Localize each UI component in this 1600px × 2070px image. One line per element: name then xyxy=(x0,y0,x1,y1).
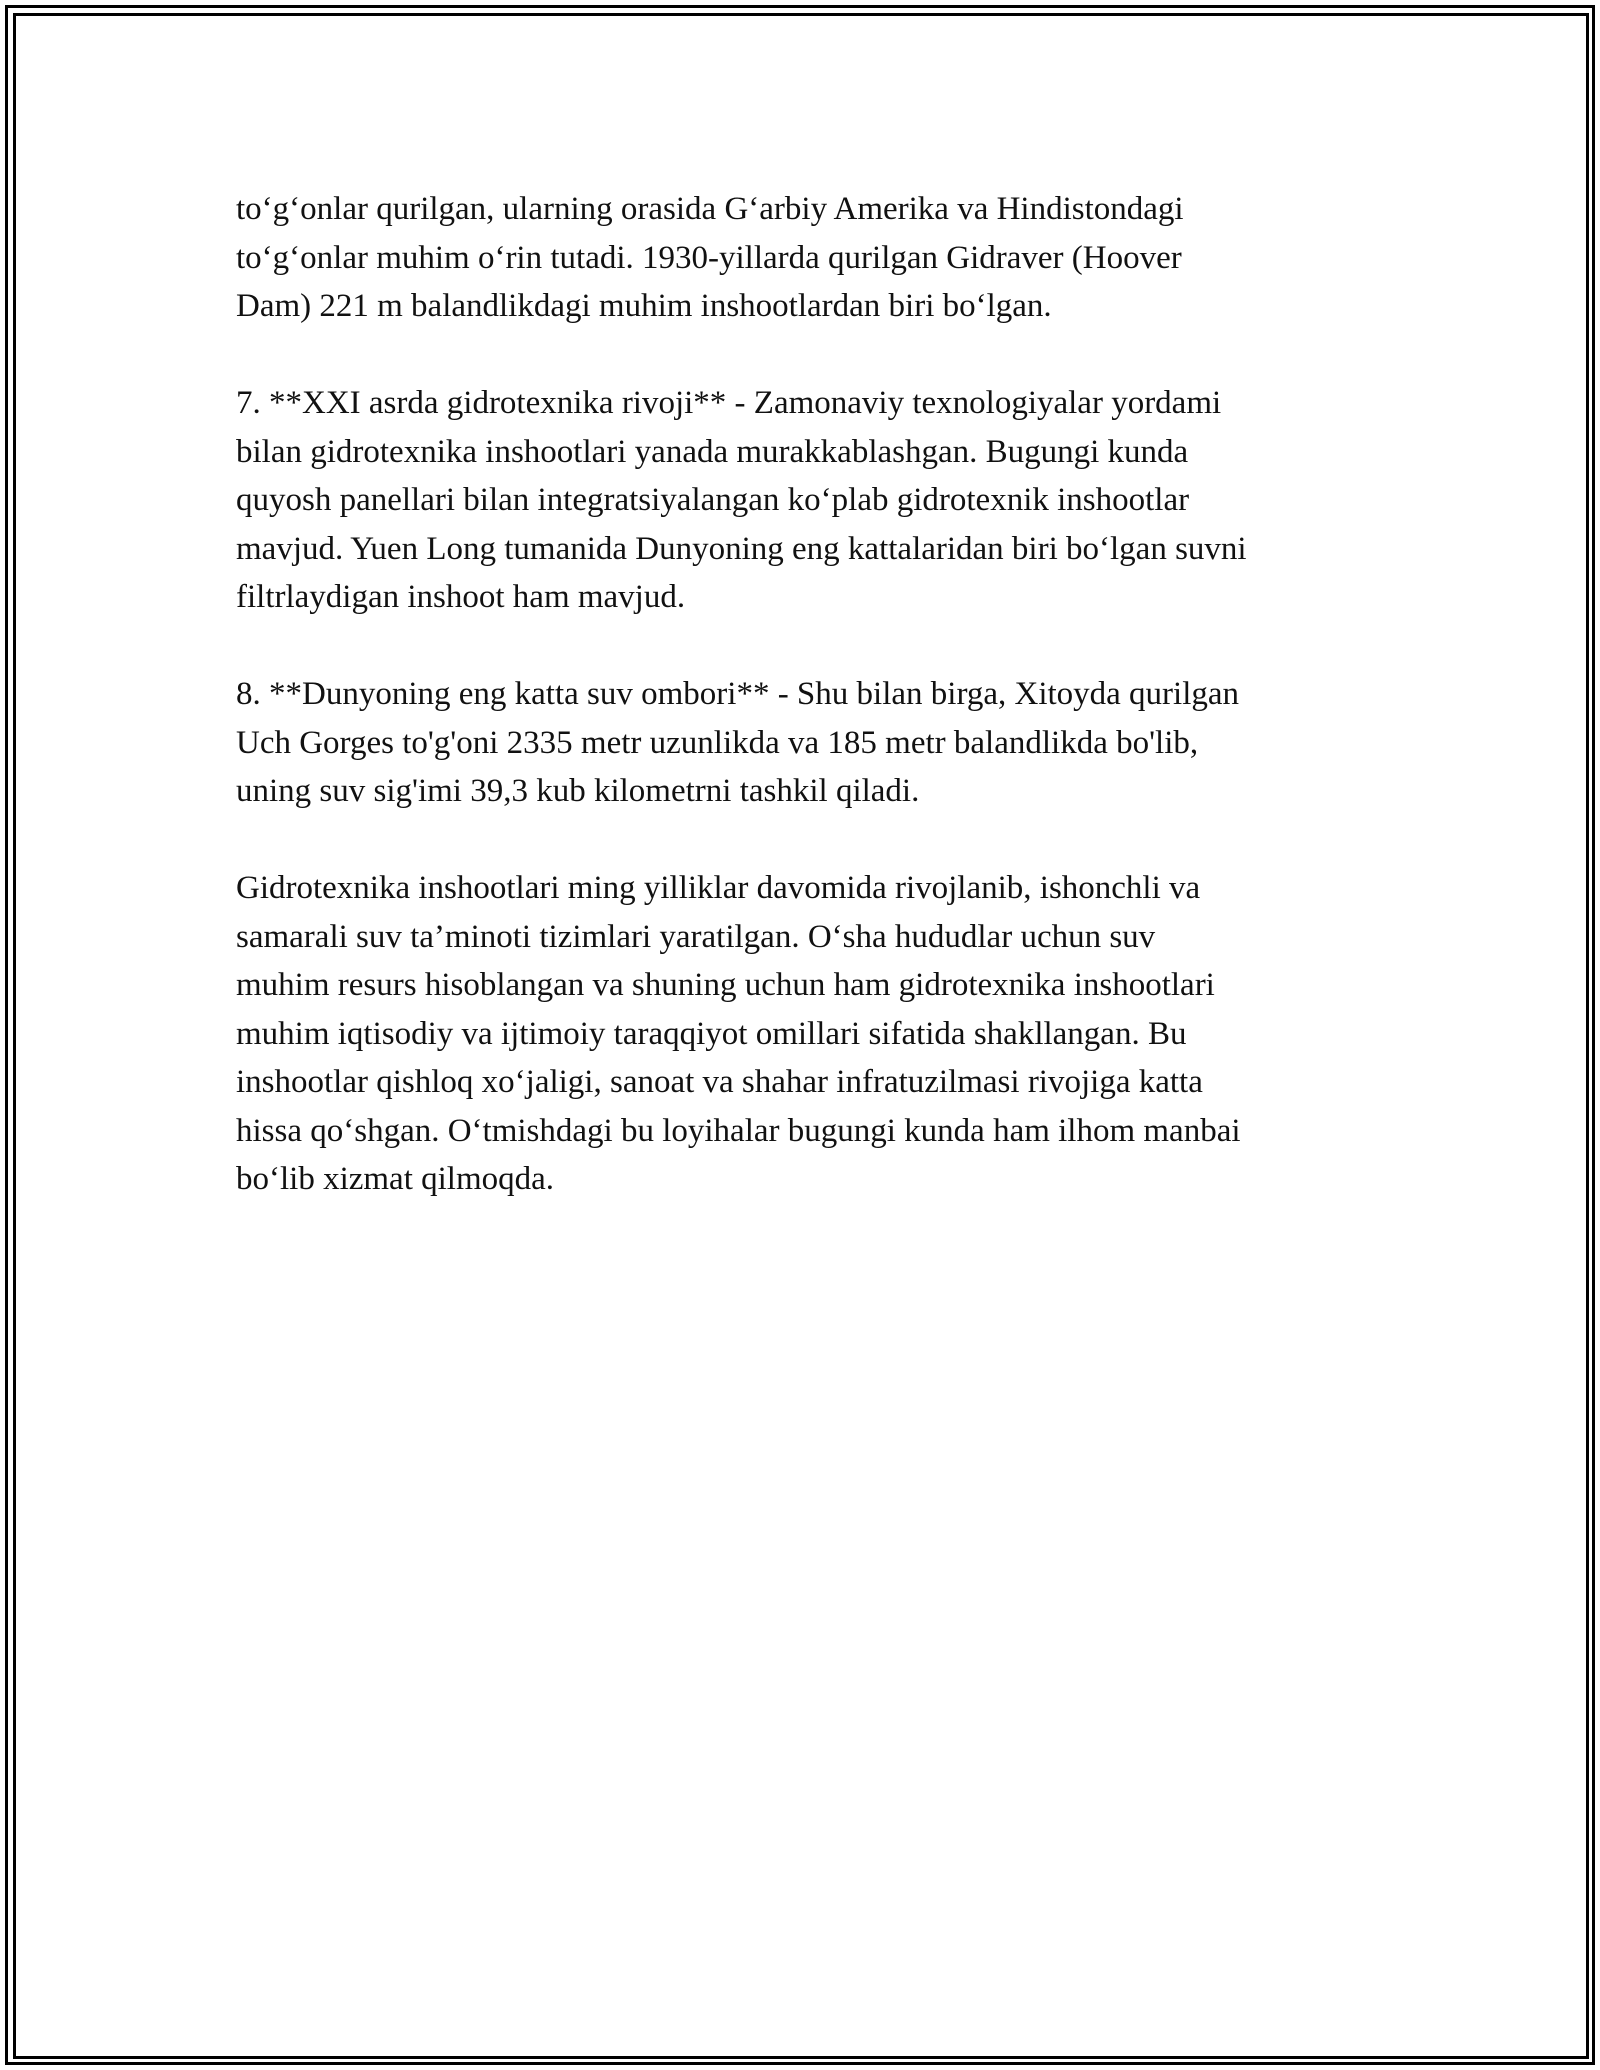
text-line: Dam) 221 m balandlikdagi muhim inshootlardan biri bo‘lgan. xyxy=(236,288,1052,324)
text-line: bo‘lib xizmat qilmoqda. xyxy=(236,1161,555,1197)
text-line: 8. **Dunyoning eng katta suv ombori** - Shu bilan birga, Xitoyda qurilgan xyxy=(236,676,1240,712)
text-line: muhim iqtisodiy va ijtimoiy taraqqiyot omillari sifatida shakllangan. Bu xyxy=(236,1015,1187,1052)
text-line: 7. **XXI asrda gidrotexnika rivoji** - Zamonaviy texnologiyalar yordami xyxy=(236,385,1222,421)
document-body xyxy=(236,185,1376,1252)
text-line: to‘g‘onlar muhim o‘rin tutadi. 1930-yillarda qurilgan Gidraver (Hoover xyxy=(236,239,1182,276)
text-line: filtrlaydigan inshoot ham mavjud. xyxy=(236,579,686,615)
text-line: hissa qo‘shgan. O‘tmishdagi bu loyihalar bugungi kunda ham ilhom manbai xyxy=(236,1112,1241,1149)
text-line: muhim resurs hisoblangan va shuning uchun ham gidrotexnika inshootlari xyxy=(236,967,1215,1003)
text-line: quyosh panellari bilan integratsiyalangan ko‘plab gidrotexnik inshootlar xyxy=(236,482,1190,518)
paragraph-item-8 xyxy=(236,670,1376,816)
text-line: samarali suv ta’minoti tizimlari yaratilgan. O‘sha hududlar uchun suv xyxy=(236,918,1156,955)
text-line: to‘g‘onlar qurilgan, ularning orasida G‘arbiy Amerika va Hindistondagi xyxy=(236,191,1184,227)
paragraph-dam-history xyxy=(236,185,1376,331)
text-line: mavjud. Yuen Long tumanida Dunyoning eng kattalaridan biri bo‘lgan suvni xyxy=(236,530,1247,567)
text-line: inshootlar qishloq xo‘jaligi, sanoat va shahar infratuzilmasi rivojiga katta xyxy=(236,1064,1203,1100)
text-line: uning suv sig'imi 39,3 kub kilometrni tashkil qiladi. xyxy=(236,773,920,809)
paragraph-item-7 xyxy=(236,379,1376,622)
text-line: Gidrotexnika inshootlari ming yilliklar davomida rivojlanib, ishonchli va xyxy=(236,870,1201,906)
text-line: Uch Gorges to'g'oni 2335 metr uzunlikda va 185 metr balandlikda bo'lib, xyxy=(236,724,1199,761)
paragraph-conclusion xyxy=(236,864,1376,1204)
text-line: bilan gidrotexnika inshootlari yanada murakkablashgan. Bugungi kunda xyxy=(236,433,1189,470)
